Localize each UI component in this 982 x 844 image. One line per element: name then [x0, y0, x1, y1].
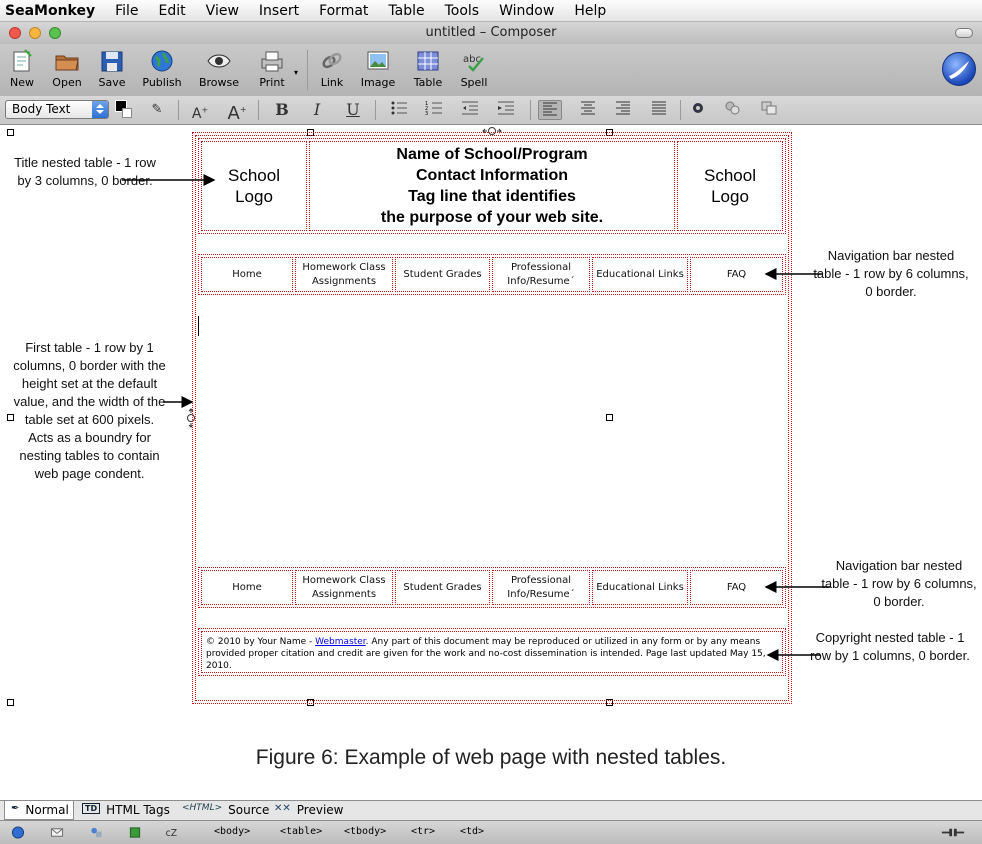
tab-html-tags[interactable]: TD HTML Tags: [76, 801, 176, 820]
format-separator: [258, 100, 259, 120]
menu-window[interactable]: Window: [499, 2, 555, 19]
anchor-icon: [691, 101, 705, 115]
html-tag-icon: <HTML>: [182, 803, 223, 813]
pen-icon: ✒: [11, 803, 20, 814]
new-button[interactable]: New: [0, 48, 48, 89]
chatzilla-icon[interactable]: [165, 826, 183, 839]
new-page-icon: [9, 48, 35, 74]
highlight-pen-button[interactable]: [145, 100, 169, 120]
app-menu[interactable]: SeaMonkey: [5, 2, 96, 19]
image-button[interactable]: Image: [352, 48, 404, 89]
nav-top-home[interactable]: Home: [201, 257, 293, 292]
svg-text:2: 2: [425, 106, 429, 112]
composition-toolbar: [0, 44, 982, 96]
paragraph-style-select[interactable]: [5, 100, 109, 119]
absolute-position-button[interactable]: [721, 100, 745, 120]
numbered-list-button[interactable]: [422, 100, 446, 120]
numbered-list-icon: [425, 100, 443, 116]
larger-text-button[interactable]: [225, 100, 249, 124]
underline-button[interactable]: U: [346, 100, 360, 119]
tab-source[interactable]: <HTML> Source: [182, 803, 270, 817]
figure-caption: Figure 6: Example of web page with nested tables.: [255, 746, 727, 769]
background-color-swatch[interactable]: [122, 108, 132, 118]
nav-bottom-faq[interactable]: FAQ: [690, 570, 783, 605]
school-logo-left: School Logo: [228, 166, 280, 206]
nav-bottom-homework-label: Homework Class Assignments: [302, 574, 386, 600]
toolbar-toggle-button[interactable]: [955, 28, 973, 38]
outdent-icon: [461, 100, 479, 116]
outdent-button[interactable]: [458, 100, 482, 120]
document-canvas[interactable]: [0, 126, 982, 800]
breadcrumb-body[interactable]: <body>: [214, 826, 251, 837]
header-line-tagline: Tag line that identifies: [408, 188, 576, 205]
window-title-bar: [0, 22, 982, 44]
breadcrumb-table[interactable]: <table>: [280, 826, 323, 837]
format-separator: [530, 100, 531, 120]
pen-icon: ✎: [151, 102, 163, 117]
layer-icon: [724, 100, 742, 116]
open-button[interactable]: Open: [41, 48, 93, 89]
format-separator: [680, 100, 681, 120]
annotation-copyright-table: Copyright nested table - 1 row by 1 columns, 0 border.: [810, 630, 970, 663]
align-left-button[interactable]: [538, 100, 562, 120]
align-center-button[interactable]: [576, 100, 600, 120]
annotation-nav-top: Navigation bar nested table - 1 row by 6 columns, 0 border.: [813, 248, 969, 299]
nav-top-grades[interactable]: Student Grades: [395, 257, 490, 292]
tab-preview[interactable]: ✕✕ Preview: [274, 803, 344, 817]
bullet-list-button[interactable]: [387, 100, 411, 120]
bullet-list-icon: [390, 100, 408, 116]
format-separator: [375, 100, 376, 120]
menu-help[interactable]: Help: [574, 2, 607, 19]
nav-top-faq[interactable]: FAQ: [690, 257, 783, 292]
school-logo-right: School Logo: [704, 166, 756, 206]
annotation-first-table: First table - 1 row by 1 columns, 0 border with the height set at the default value, and the width of the table set at 600 pixels. Acts as a boundry for nesting tables to contain web page condent.: [13, 340, 166, 481]
image-icon: [365, 48, 391, 74]
spell-button[interactable]: abc Spell: [448, 48, 500, 89]
copyright-text: © 2010 by Your Name - Webmaster. Any part of this document may be reproduced or utilized in any form or by any means provided proper citation and credit are given for the work and no-cost dissemination is intended. Page last updated May 15, 2010.: [206, 637, 766, 671]
menu-bar: [0, 0, 982, 22]
menu-edit[interactable]: Edit: [158, 2, 186, 19]
italic-button[interactable]: I: [313, 100, 321, 119]
font-smaller-icon: A+: [191, 105, 209, 122]
seamonkey-logo-icon: [947, 58, 973, 82]
breadcrumb-tr[interactable]: <tr>: [411, 826, 436, 837]
online-status-icon[interactable]: [940, 826, 966, 839]
bold-button[interactable]: B: [275, 100, 289, 119]
tab-normal[interactable]: ✒ Normal: [4, 801, 74, 820]
print-button[interactable]: Print: [246, 48, 298, 89]
seamonkey-logo: [942, 52, 976, 86]
nav-bottom-grades[interactable]: Student Grades: [395, 570, 490, 605]
indent-icon: [497, 100, 515, 116]
justify-icon: [651, 101, 667, 115]
nav-bottom-links[interactable]: Educational Links: [592, 570, 688, 605]
format-separator: [178, 100, 179, 120]
annotation-nav-bottom: Navigation bar nested table - 1 row by 6 columns, 0 border.: [821, 558, 977, 609]
spell-check-icon: [461, 48, 487, 74]
composer-icon[interactable]: [128, 826, 142, 839]
align-right-button[interactable]: [611, 100, 635, 120]
mail-icon[interactable]: [50, 826, 64, 839]
annotation-title-table: Title nested table - 1 row by 3 columns, 0 border.: [14, 155, 156, 188]
address-book-icon[interactable]: [89, 826, 103, 839]
breadcrumb-td[interactable]: <td>: [460, 826, 485, 837]
font-larger-icon: A+: [227, 103, 247, 124]
insert-anchor-button[interactable]: [686, 100, 710, 120]
table-button[interactable]: Table: [402, 48, 454, 89]
save-button[interactable]: Save: [86, 48, 138, 89]
menu-view[interactable]: View: [205, 2, 239, 19]
menu-table[interactable]: Table: [388, 2, 425, 19]
table-icon: [415, 48, 441, 74]
layer-stack-icon: [760, 100, 778, 116]
nav-bottom-professional-label: Professional Info/Resume´: [507, 574, 575, 600]
publish-globe-icon: [149, 48, 175, 74]
svg-text:cZ: cZ: [165, 828, 178, 839]
layer-stack-button[interactable]: [757, 100, 781, 120]
menu-file[interactable]: File: [115, 2, 139, 19]
nav-bottom-home[interactable]: Home: [201, 570, 293, 605]
save-disk-icon: [99, 48, 125, 74]
align-right-icon: [615, 101, 631, 115]
select-arrows-icon: [92, 101, 108, 118]
header-line-contact: Contact Information: [416, 167, 568, 184]
nav-top-links[interactable]: Educational Links: [592, 257, 688, 292]
format-toolbar: [0, 96, 982, 125]
link-button[interactable]: Link: [306, 48, 358, 89]
breadcrumb-tbody[interactable]: <tbody>: [344, 826, 387, 837]
justify-button[interactable]: [647, 100, 671, 120]
annotation-arrows: [0, 126, 982, 800]
svg-text:1: 1: [425, 101, 429, 107]
svg-text:3: 3: [425, 111, 429, 116]
webmaster-link[interactable]: Webmaster: [315, 637, 366, 647]
menu-insert[interactable]: Insert: [258, 2, 300, 19]
menu-format[interactable]: Format: [319, 2, 369, 19]
nav-top-homework-label: Homework Class Assignments: [302, 261, 386, 287]
header-line-purpose: the purpose of your web site.: [380, 209, 604, 226]
publish-button[interactable]: Publish: [136, 48, 188, 89]
align-center-icon: [580, 101, 596, 115]
window-title: untitled – Composer: [425, 25, 557, 40]
td-tag-icon: TD: [82, 803, 100, 814]
preview-icon: ✕✕: [274, 803, 291, 814]
smaller-text-button[interactable]: [188, 100, 212, 120]
browse-eye-icon: [206, 48, 232, 74]
link-icon: [319, 48, 345, 74]
menu-tools[interactable]: Tools: [444, 2, 480, 19]
edit-mode-tabs: [0, 800, 982, 820]
print-dropdown-icon[interactable]: ▾: [294, 68, 299, 77]
svg-text:abc: abc: [463, 54, 481, 65]
paragraph-style-value: Body Text: [12, 102, 71, 116]
navigator-icon[interactable]: [11, 826, 25, 839]
printer-icon: [259, 48, 285, 74]
status-bar: [0, 820, 982, 844]
open-folder-icon: [54, 48, 80, 74]
align-left-icon: [542, 102, 558, 116]
nav-top-professional-label: Professional Info/Resume´: [507, 261, 575, 287]
browse-button[interactable]: Browse: [193, 48, 245, 89]
indent-button[interactable]: [494, 100, 518, 120]
header-line-school-name: Name of School/Program: [396, 146, 588, 163]
